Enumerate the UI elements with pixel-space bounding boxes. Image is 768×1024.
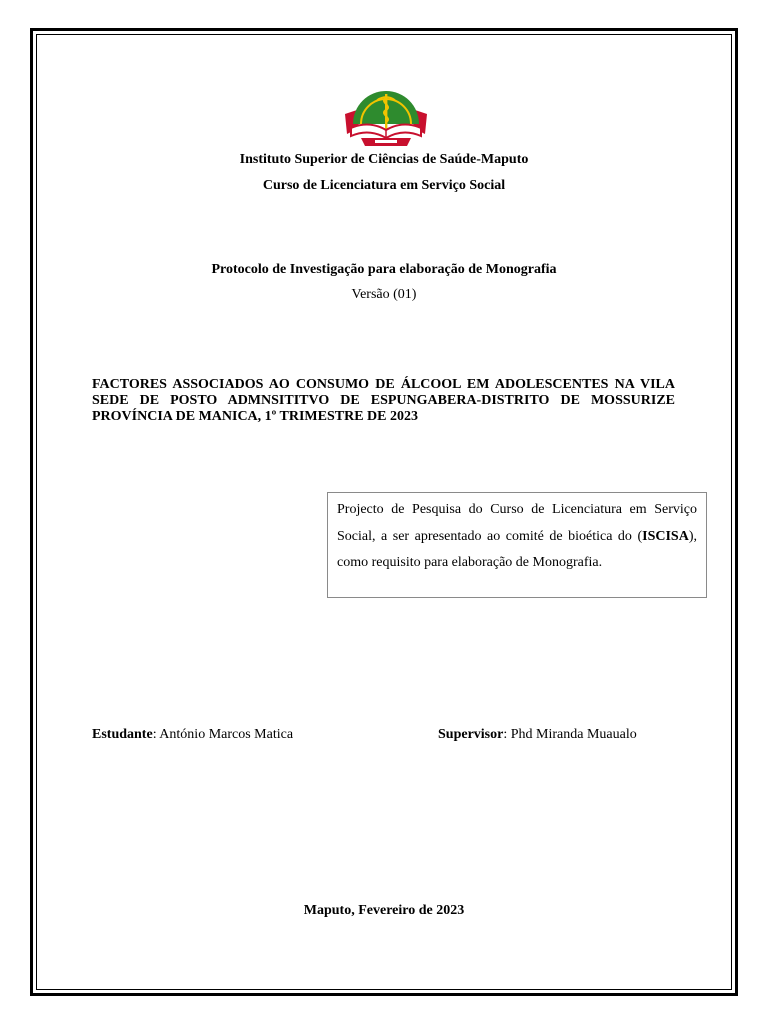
supervisor-label: Supervisor bbox=[438, 727, 504, 742]
abstract-box bbox=[327, 492, 707, 598]
student-separator: : bbox=[152, 727, 157, 742]
protocol-heading: Protocolo de Investigação para elaboração de Monografia bbox=[211, 262, 557, 277]
student-label: Estudante bbox=[92, 727, 153, 742]
version-label: Versão (01) bbox=[351, 287, 417, 302]
supervisor-name: Phd Miranda Muaualo bbox=[507, 727, 637, 742]
abstract-text-after: ), como requisito para elaboração de Monografia. bbox=[337, 528, 697, 570]
student-name: António Marcos Matica bbox=[156, 727, 294, 742]
supervisor-line bbox=[438, 726, 637, 744]
student-line bbox=[92, 726, 293, 744]
abstract-text-before: Projecto de Pesquisa do Curso de Licenciatura em Serviço Social, a ser apresentado ao comité de bioética do ( bbox=[337, 502, 697, 544]
course-name: Curso de Licenciatura em Serviço Social bbox=[262, 178, 506, 193]
institution-name: Instituto Superior de Ciências de Saúde-Maputo bbox=[239, 152, 529, 167]
place-date: Maputo, Fevereiro de 2023 bbox=[303, 903, 465, 918]
supervisor-separator: : bbox=[503, 727, 508, 742]
caduceus-book-emblem-icon bbox=[341, 84, 431, 148]
research-title: FACTORES ASSOCIADOS AO CONSUMO DE ÁLCOOL EM ADOLESCENTES NA VILA SEDE DE POSTO ADMNSITITVO DE ESPUNGABERA-DISTRITO DE MOSSURIZE PROVÍNCIA DE MANICA, 1º TRIMESTRE DE 2023 bbox=[92, 377, 675, 424]
abstract-acronym: ISCISA bbox=[642, 528, 689, 544]
